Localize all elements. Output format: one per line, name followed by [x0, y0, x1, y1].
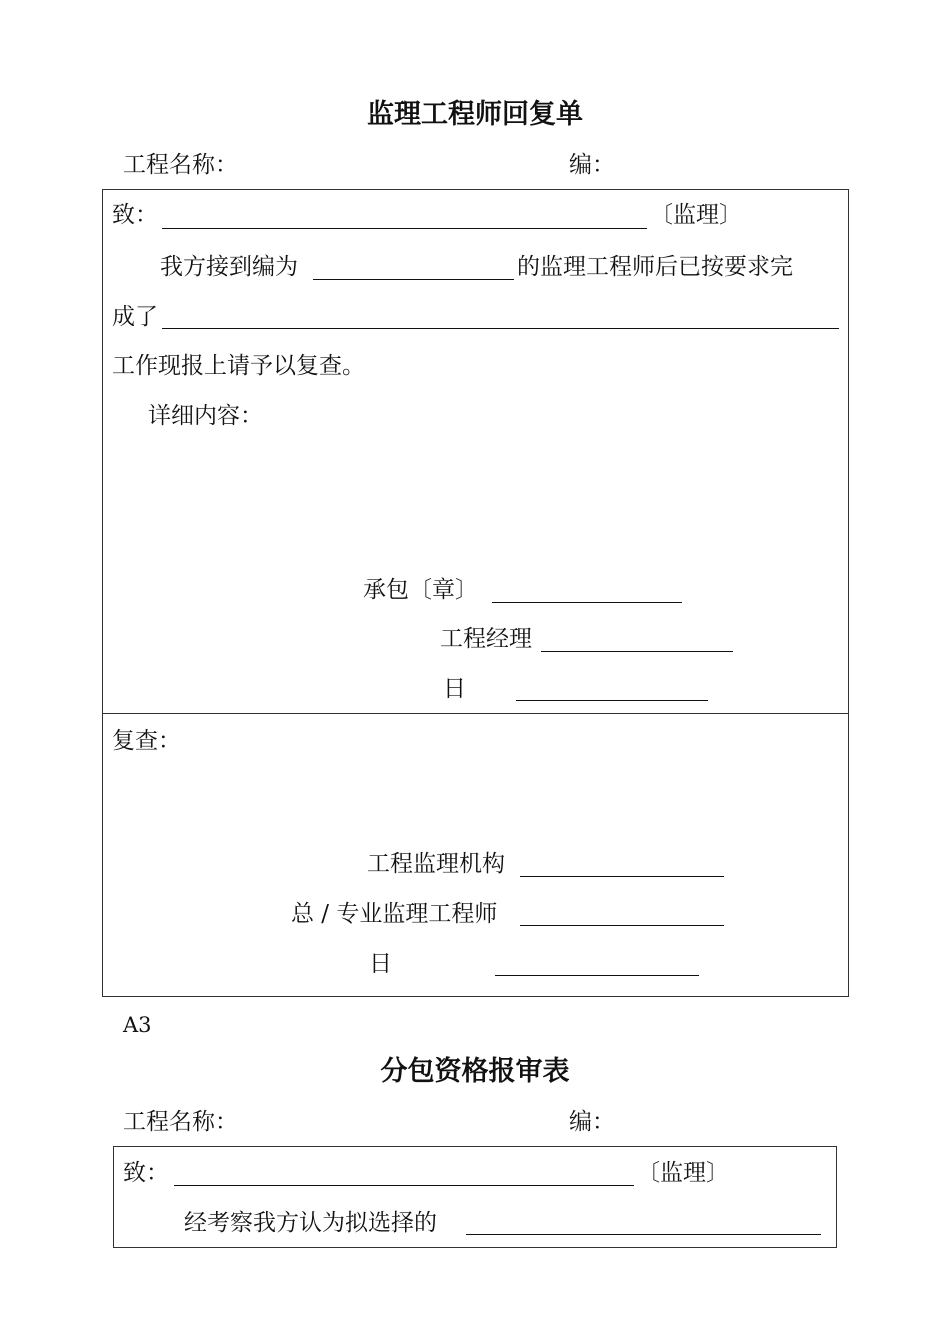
form1-number-blank[interactable]: [313, 279, 514, 280]
form1-contractor-seal-blank[interactable]: [492, 602, 682, 603]
form2-number-label: 编：: [569, 1109, 615, 1135]
form2-project-name-label: 工程名称：: [123, 1109, 238, 1135]
form2-to-label: 致：: [123, 1160, 169, 1186]
form1-project-manager-label: 工程经理: [440, 626, 532, 652]
form1-to-blank[interactable]: [162, 228, 647, 229]
form1-completed-work-blank[interactable]: [162, 328, 839, 329]
form2-title: 分包资格报审表: [380, 1056, 570, 1087]
form1-details-label: 详细内容：: [148, 403, 263, 429]
form1-line1-prefix: 我方接到编为: [160, 254, 298, 280]
form1-supervision-org-blank[interactable]: [520, 876, 724, 877]
form1-project-name-label: 工程名称：: [123, 152, 238, 178]
form1-line1-suffix: 的监理工程师后已按要求完: [517, 254, 793, 280]
form1-supervision-org-label: 工程监理机构: [367, 851, 505, 877]
form1-review-date-blank[interactable]: [495, 975, 699, 976]
form1-contractor-seal-label: 承包〔章〕: [363, 577, 478, 603]
form2-to-suffix: 〔监理〕: [637, 1160, 729, 1186]
form2-subcontractor-blank[interactable]: [466, 1234, 821, 1235]
form1-line3: 工作现报上请予以复查。: [112, 353, 365, 379]
form-code: A3: [123, 1013, 152, 1037]
form1-date-blank[interactable]: [516, 700, 708, 701]
form2-line1-prefix: 经考察我方认为拟选择的: [184, 1210, 437, 1236]
form1-to-suffix: 〔监理〕: [650, 202, 742, 228]
form1-chief-engineer-blank[interactable]: [520, 925, 724, 926]
form1-chief-engineer-label: 总 / 专业监理工程师: [291, 901, 498, 927]
form1-project-manager-blank[interactable]: [541, 651, 733, 652]
form1-review-label: 复查：: [112, 728, 181, 754]
form2-to-blank[interactable]: [174, 1185, 634, 1186]
form1-review-date-label: 日: [369, 951, 392, 977]
form1-section-divider: [102, 713, 849, 714]
form1-line2-prefix: 成了: [112, 304, 158, 330]
form1-date-label: 日: [443, 676, 466, 702]
form1-to-label: 致：: [112, 202, 158, 228]
form1-number-label: 编：: [569, 152, 615, 178]
form1-title: 监理工程师回复单: [367, 99, 583, 130]
